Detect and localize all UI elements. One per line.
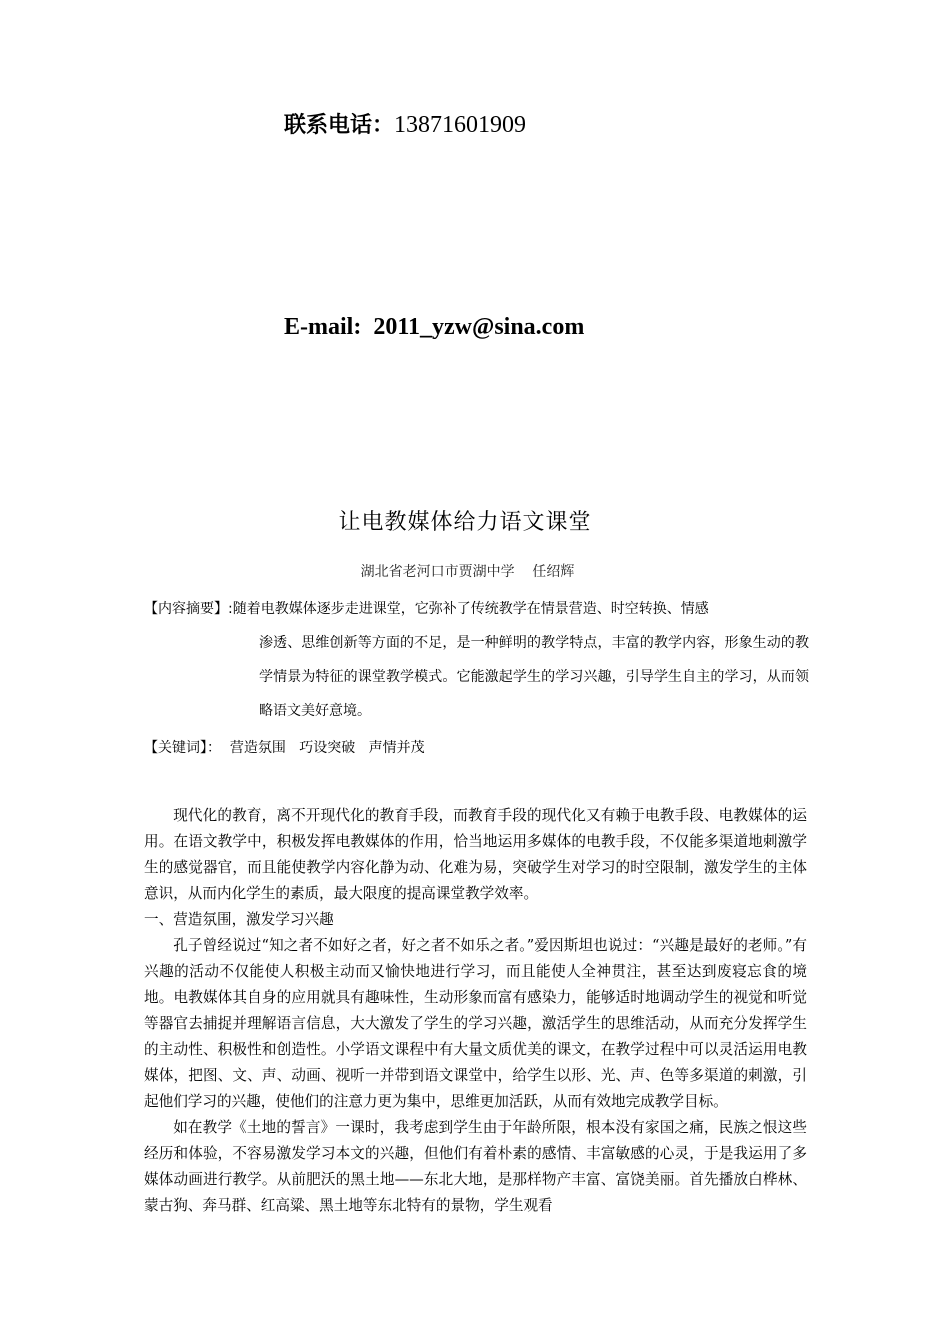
- email-label: E-mail:: [284, 314, 362, 340]
- author-line: 湖北省老河口市贾湖中学 任绍辉: [360, 564, 575, 580]
- body-paragraph: 孔子曾经说过“知之者不如好之者，好之者不如乐之者。”爱因斯坦也说过：“兴趣是最好的老师。”有兴趣的活动不仅能使人积极主动而又愉快地进行学习，而且能使人全神贯注，甚至达到废寝忘食的境地。电教媒体其自身的应用就具有趣味性，生动形象而富有感染力，能够适时地调动学生的视觉和听觉等器官去捕捉并理解语言信息，大大激发了学生的学习兴趣，激活学生的思维活动，从而充分发挥学生的主动性、积极性和创造性。小学语文课程中有大量文质优美的课文，在教学过程中可以灵活运用电教媒体，把图、文、声、动画、视听一并带到语文课堂中，给学生以形、光、声、色等多渠道的刺激，引起他们学习的兴趣，使他们的注意力更为集中，思维更加活跃，从而有效地完成教学目标。: [144, 937, 807, 1110]
- abstract-label: 【内容摘要】:: [144, 601, 233, 617]
- keywords-line: 【关键词】： 营造氛围 巧设突破 声情并茂: [144, 740, 425, 756]
- email-value: 2011_yzw@sina.com: [373, 314, 585, 340]
- article-title: 让电教媒体给力语文课堂: [338, 510, 592, 535]
- abstract-first-text: 随着电教媒体逐步走进课堂，它弥补了传统教学在情景营造、时空转换、情感: [232, 601, 709, 617]
- body-paragraph: 现代化的教育，离不开现代化的教育手段，而教育手段的现代化又有赖于电教手段、电教媒体的运用。在语文教学中，积极发挥电教媒体的作用，恰当地运用多媒体的电教手段，不仅能多渠道地刺激学生的感觉器官，而且能使教学内容化静为动、化难为易，突破学生对学习的时空限制，激发学生的主体意识，从而内化学生的素质，最大限度的提高课堂教学效率。: [144, 807, 807, 902]
- section-heading: 一、营造氛围，激发学习兴趣: [144, 911, 334, 928]
- contact-phone: [284, 108, 526, 139]
- body-paragraph: 如在教学《土地的誓言》一课时，我考虑到学生由于年龄所限，根本没有家国之痛，民族之恨这些经历和体验，不容易激发学习本文的兴趣，但他们有着朴素的感情、丰富敏感的心灵，于是我运用了多媒体动画进行教学。从前肥沃的黑土地——东北大地，是那样物产丰富、富饶美丽。首先播放白桦林、蒙古狗、奔马群、红高粱、黑土地等东北特有的景物，学生观看: [144, 1119, 807, 1214]
- abstract-block: [144, 592, 809, 728]
- abstract-continuation: 渗透、思维创新等方面的不足，是一种鲜明的教学特点，丰富的教学内容，形象生动的教学情景为特征的课堂教学模式。它能激起学生的学习兴趣，引导学生自主的学习，从而领略语文美好意境。: [259, 635, 809, 719]
- phone-label: 联系电话：: [284, 113, 395, 138]
- article-body: [144, 803, 807, 1219]
- contact-email: [284, 314, 584, 341]
- abstract-first-line: [144, 592, 809, 626]
- phone-value: 13871601909: [394, 112, 527, 138]
